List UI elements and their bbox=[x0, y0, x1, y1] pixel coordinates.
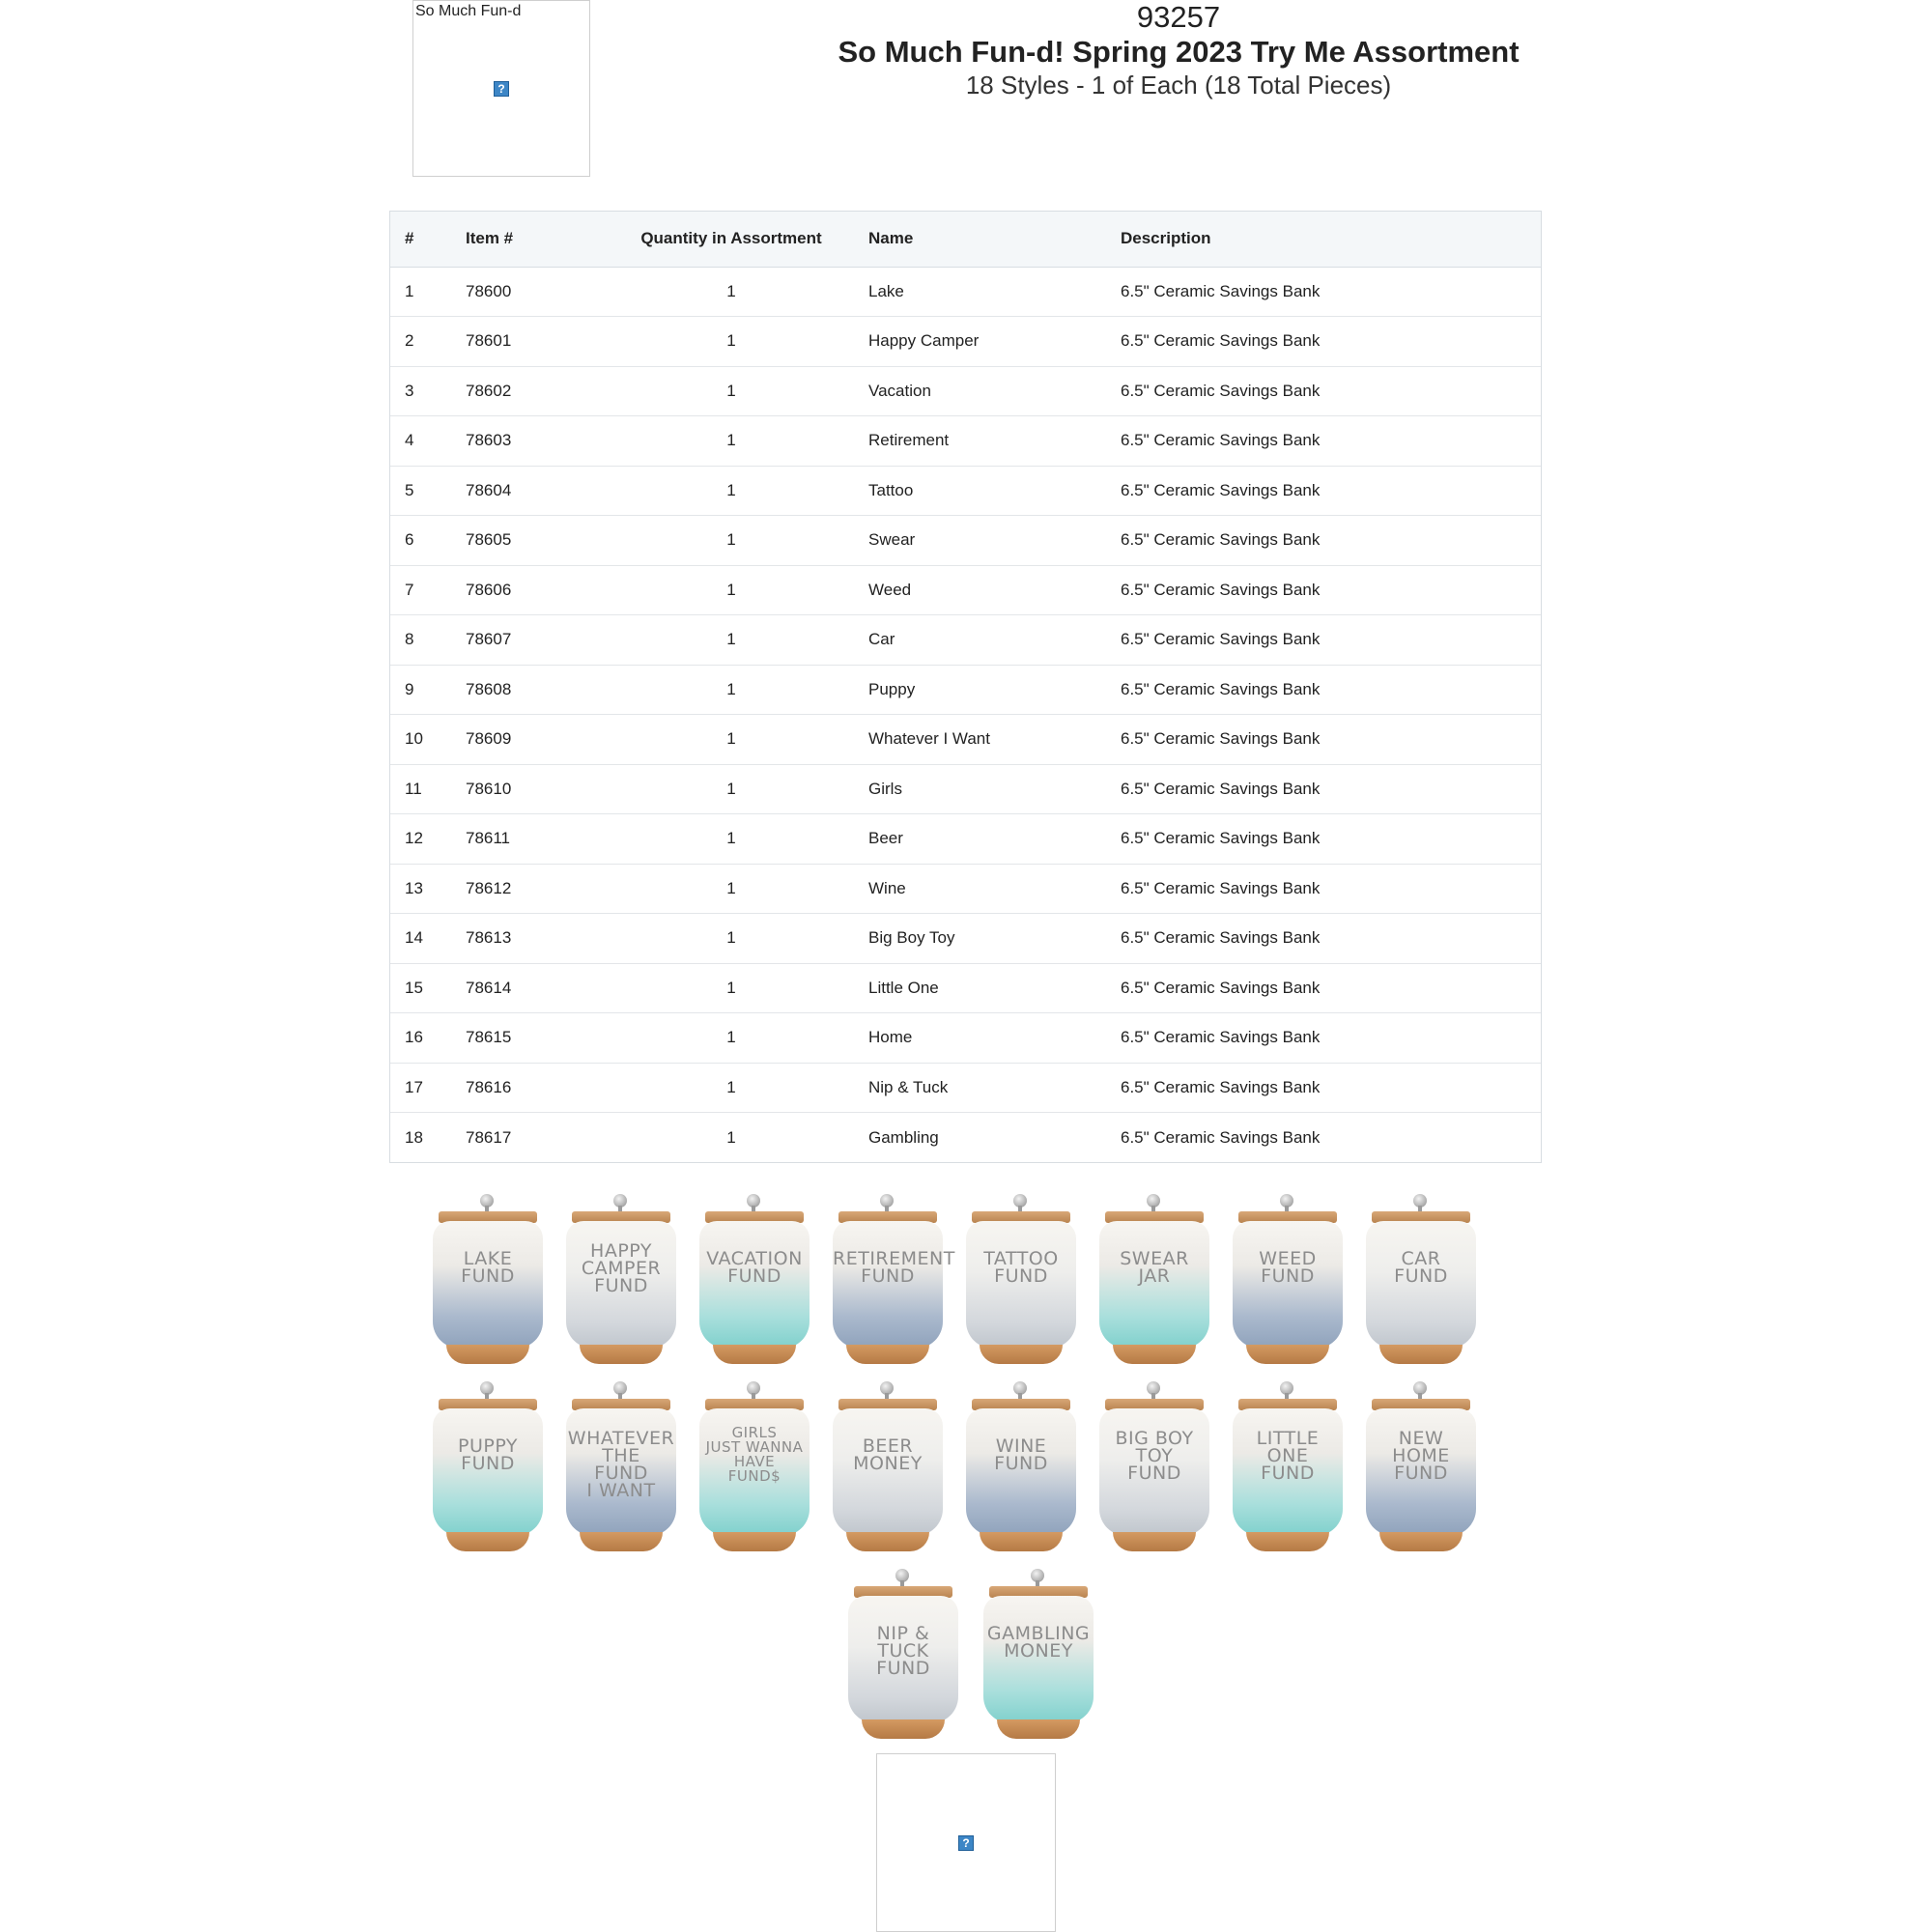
jar-label: TATTOO FUND bbox=[983, 1248, 1059, 1287]
jar-base bbox=[1379, 1532, 1463, 1551]
table-row bbox=[390, 764, 1541, 814]
cell-name: Wine bbox=[857, 864, 1121, 914]
cell-name: Girls bbox=[857, 764, 1121, 814]
savings-bank-jar bbox=[1092, 1378, 1217, 1561]
savings-bank-jar bbox=[825, 1378, 951, 1561]
jar-base bbox=[713, 1532, 796, 1551]
table-row bbox=[390, 267, 1541, 317]
jar-base bbox=[980, 1345, 1063, 1364]
cell-number: 10 bbox=[390, 715, 466, 765]
cell-description: 6.5" Ceramic Savings Bank bbox=[1121, 565, 1541, 615]
jar-label: LAKE FUND bbox=[461, 1248, 515, 1287]
cell-number: 5 bbox=[390, 466, 466, 516]
jar-label: LITTLE ONE FUND bbox=[1256, 1428, 1320, 1484]
cell-quantity: 1 bbox=[606, 466, 857, 516]
jar-label: BEER MONEY bbox=[853, 1435, 923, 1474]
cell-name: Swear bbox=[857, 516, 1121, 566]
table-row bbox=[390, 1013, 1541, 1064]
cell-item-number: 78611 bbox=[466, 814, 606, 865]
jar-base bbox=[580, 1532, 663, 1551]
cell-description: 6.5" Ceramic Savings Bank bbox=[1121, 1063, 1541, 1113]
cell-number: 6 bbox=[390, 516, 466, 566]
assortment-number: 93257 bbox=[1136, 0, 1221, 34]
cell-number: 16 bbox=[390, 1013, 466, 1064]
cell-name: Weed bbox=[857, 565, 1121, 615]
cell-quantity: 1 bbox=[606, 366, 857, 416]
cell-description: 6.5" Ceramic Savings Bank bbox=[1121, 1113, 1541, 1163]
savings-bank-jar bbox=[958, 1190, 1084, 1374]
cell-item-number: 78605 bbox=[466, 516, 606, 566]
cell-quantity: 1 bbox=[606, 1063, 857, 1113]
jar-base bbox=[1246, 1345, 1329, 1364]
cell-number: 1 bbox=[405, 281, 414, 300]
cell-quantity: 1 bbox=[606, 715, 857, 765]
savings-bank-jar bbox=[1225, 1190, 1350, 1374]
jar-base bbox=[1246, 1532, 1329, 1551]
cell-item-number: 78612 bbox=[466, 864, 606, 914]
cell-item-number: 78610 bbox=[466, 764, 606, 814]
jar-base bbox=[846, 1345, 929, 1364]
savings-bank-jar bbox=[825, 1190, 955, 1374]
cell-description: 6.5" Ceramic Savings Bank bbox=[1121, 466, 1541, 516]
col-header-description: Description bbox=[1121, 212, 1541, 267]
cell-quantity: 1 bbox=[606, 615, 857, 666]
jar-label: BIG BOY TOY FUND bbox=[1115, 1428, 1194, 1484]
table-header-row bbox=[390, 212, 1541, 267]
cell-quantity: 1 bbox=[606, 864, 857, 914]
cell-description: 6.5" Ceramic Savings Bank bbox=[1121, 963, 1541, 1013]
jar-base bbox=[1379, 1345, 1463, 1364]
cell-item-number: 78607 bbox=[466, 615, 606, 666]
jar-base bbox=[580, 1345, 663, 1364]
cell-number: 11 bbox=[390, 764, 466, 814]
savings-bank-jar bbox=[1225, 1378, 1350, 1561]
cell-name: Gambling bbox=[857, 1113, 1121, 1163]
jar-base bbox=[1113, 1532, 1196, 1551]
table-row bbox=[390, 715, 1541, 765]
cell-name: Happy Camper bbox=[857, 317, 1121, 367]
cell-description: 6.5" Ceramic Savings Bank bbox=[1121, 814, 1541, 865]
cell-number: 8 bbox=[390, 615, 466, 666]
savings-bank-jar bbox=[558, 1378, 684, 1561]
cell-number: 2 bbox=[390, 317, 466, 367]
cell-name: Home bbox=[857, 1013, 1121, 1064]
broken-image-icon: ? bbox=[958, 1835, 974, 1851]
cell-item-number: 78615 bbox=[466, 1013, 606, 1064]
jar-base bbox=[980, 1532, 1063, 1551]
cell-name: Big Boy Toy bbox=[857, 914, 1121, 964]
savings-bank-jar bbox=[840, 1565, 966, 1748]
table-row bbox=[390, 615, 1541, 666]
product-image bbox=[425, 1190, 1507, 1750]
jar-label: NEW HOME FUND bbox=[1392, 1428, 1450, 1484]
cell-name: Lake bbox=[868, 281, 904, 300]
cell-description: 6.5" Ceramic Savings Bank bbox=[1121, 615, 1541, 666]
cell-quantity: 1 bbox=[606, 963, 857, 1013]
savings-bank-jar bbox=[1358, 1190, 1484, 1374]
cell-description: 6.5" Ceramic Savings Bank bbox=[1121, 715, 1541, 765]
page-subtitle: 18 Styles - 1 of Each (18 Total Pieces) bbox=[965, 71, 1392, 99]
cell-quantity: 1 bbox=[606, 814, 857, 865]
savings-bank-jar bbox=[958, 1378, 1084, 1561]
cell-name: Car bbox=[857, 615, 1121, 666]
cell-number: 9 bbox=[390, 665, 466, 715]
jar-label: WINE FUND bbox=[994, 1435, 1048, 1474]
cell-number: 12 bbox=[390, 814, 466, 865]
cell-number: 7 bbox=[390, 565, 466, 615]
cell-item-number: 78616 bbox=[466, 1063, 606, 1113]
cell-quantity: 1 bbox=[606, 516, 857, 566]
cell-description: 6.5" Ceramic Savings Bank bbox=[1121, 764, 1541, 814]
cell-item-number: 78603 bbox=[466, 416, 606, 467]
table-row bbox=[390, 665, 1541, 715]
cell-quantity: 1 bbox=[606, 1013, 857, 1064]
page-title: So Much Fun-d! Spring 2023 Try Me Assortment bbox=[838, 35, 1520, 69]
table-row bbox=[390, 366, 1541, 416]
cell-number: 14 bbox=[390, 914, 466, 964]
cell-quantity: 1 bbox=[726, 281, 736, 300]
cell-item-number: 78600 bbox=[466, 281, 512, 300]
cell-number: 17 bbox=[390, 1063, 466, 1113]
cell-quantity: 1 bbox=[606, 914, 857, 964]
savings-bank-jar bbox=[558, 1190, 684, 1374]
assortment-table bbox=[389, 211, 1542, 1163]
cell-quantity: 1 bbox=[606, 764, 857, 814]
savings-bank-jar bbox=[976, 1565, 1101, 1748]
col-header-quantity: Quantity in Assortment bbox=[606, 212, 857, 267]
savings-bank-jar bbox=[425, 1190, 551, 1374]
table-row bbox=[390, 1113, 1541, 1163]
cell-description: 6.5" Ceramic Savings Bank bbox=[1121, 281, 1321, 300]
cell-number: 15 bbox=[390, 963, 466, 1013]
jar-label: PUPPY FUND bbox=[458, 1435, 518, 1474]
cell-description: 6.5" Ceramic Savings Bank bbox=[1121, 366, 1541, 416]
cell-name: Vacation bbox=[857, 366, 1121, 416]
table-row bbox=[390, 914, 1541, 964]
cell-number: 13 bbox=[390, 864, 466, 914]
table-row bbox=[390, 1063, 1541, 1113]
cell-name: Whatever I Want bbox=[857, 715, 1121, 765]
jar-label: NIP & TUCK FUND bbox=[876, 1623, 930, 1679]
jar-label: GAMBLING MONEY bbox=[986, 1623, 1091, 1662]
jar-base bbox=[1113, 1345, 1196, 1364]
table-row bbox=[390, 814, 1541, 865]
cell-description: 6.5" Ceramic Savings Bank bbox=[1121, 416, 1541, 467]
cell-quantity: 1 bbox=[606, 565, 857, 615]
cell-description: 6.5" Ceramic Savings Bank bbox=[1121, 665, 1541, 715]
savings-bank-jar bbox=[425, 1378, 551, 1561]
jar-label: HAPPY CAMPER FUND bbox=[581, 1240, 662, 1296]
jar-base bbox=[713, 1345, 796, 1364]
cell-description: 6.5" Ceramic Savings Bank bbox=[1121, 317, 1541, 367]
cell-quantity: 1 bbox=[606, 416, 857, 467]
table-row bbox=[390, 466, 1541, 516]
jar-base bbox=[446, 1532, 529, 1551]
savings-bank-jar bbox=[692, 1190, 817, 1374]
cell-name: Puppy bbox=[857, 665, 1121, 715]
table-row bbox=[390, 864, 1541, 914]
cell-item-number: 78609 bbox=[466, 715, 606, 765]
jar-label: CAR FUND bbox=[1394, 1248, 1448, 1287]
table-row bbox=[390, 963, 1541, 1013]
cell-item-number: 78606 bbox=[466, 565, 606, 615]
cell-item-number: 78601 bbox=[466, 317, 606, 367]
table-row bbox=[390, 317, 1541, 367]
jar-base bbox=[446, 1345, 529, 1364]
cell-quantity: 1 bbox=[606, 317, 857, 367]
savings-bank-jar bbox=[692, 1378, 817, 1561]
cell-item-number: 78613 bbox=[466, 914, 606, 964]
cell-quantity: 1 bbox=[606, 665, 857, 715]
jar-label: VACATION FUND bbox=[706, 1248, 803, 1287]
logo-image-placeholder bbox=[412, 0, 590, 177]
col-header-name: Name bbox=[857, 212, 1121, 267]
bottom-image-placeholder bbox=[876, 1753, 1056, 1932]
jar-label: GIRLS JUST WANNA HAVE FUND$ bbox=[705, 1424, 804, 1485]
col-header-number: # bbox=[390, 212, 466, 267]
cell-description: 6.5" Ceramic Savings Bank bbox=[1121, 1013, 1541, 1064]
cell-item-number: 78604 bbox=[466, 466, 606, 516]
cell-number: 18 bbox=[390, 1113, 466, 1163]
cell-description: 6.5" Ceramic Savings Bank bbox=[1121, 914, 1541, 964]
jar-label: RETIREMENT FUND bbox=[833, 1248, 955, 1287]
cell-description: 6.5" Ceramic Savings Bank bbox=[1121, 864, 1541, 914]
jar-label: WEED FUND bbox=[1259, 1248, 1317, 1287]
cell-number: 4 bbox=[390, 416, 466, 467]
cell-number: 3 bbox=[390, 366, 466, 416]
cell-item-number: 78602 bbox=[466, 366, 606, 416]
jar-base bbox=[862, 1719, 945, 1739]
jar-base bbox=[846, 1532, 929, 1551]
col-header-item: Item # bbox=[466, 212, 606, 267]
savings-bank-jar bbox=[1358, 1378, 1484, 1561]
cell-item-number: 78617 bbox=[466, 1113, 606, 1163]
cell-quantity: 1 bbox=[606, 1113, 857, 1163]
jar-label: WHATEVER THE FUND I WANT bbox=[567, 1428, 675, 1501]
cell-item-number: 78608 bbox=[466, 665, 606, 715]
cell-name: Little One bbox=[857, 963, 1121, 1013]
cell-name: Tattoo bbox=[857, 466, 1121, 516]
cell-description: 6.5" Ceramic Savings Bank bbox=[1121, 516, 1541, 566]
logo-alt-text: So Much Fun-d bbox=[415, 3, 522, 19]
broken-image-icon: ? bbox=[494, 81, 509, 97]
table-row bbox=[390, 565, 1541, 615]
table-row bbox=[390, 516, 1541, 566]
table-body bbox=[390, 267, 1541, 1162]
cell-name: Nip & Tuck bbox=[857, 1063, 1121, 1113]
cell-item-number: 78614 bbox=[466, 963, 606, 1013]
cell-name: Beer bbox=[857, 814, 1121, 865]
table-row bbox=[390, 416, 1541, 467]
savings-bank-jar bbox=[1092, 1190, 1217, 1374]
assortment-header bbox=[792, 0, 1565, 100]
jar-base bbox=[997, 1719, 1080, 1739]
jar-label: SWEAR JAR bbox=[1120, 1248, 1189, 1287]
cell-name: Retirement bbox=[857, 416, 1121, 467]
